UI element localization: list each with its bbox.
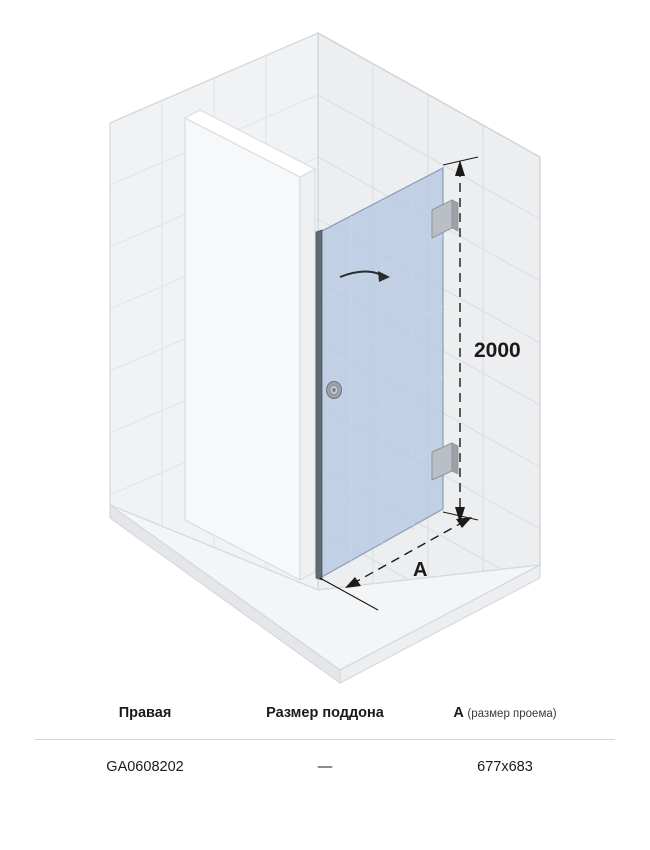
- header-opening-note: (размер проема): [467, 708, 557, 720]
- header-opening-letter: A: [453, 705, 464, 721]
- cell-article-code: GA0608202: [106, 759, 184, 775]
- table-header-row: [55, 705, 595, 739]
- side-partition: [185, 118, 300, 580]
- header-opening: [415, 705, 595, 721]
- cell-tray-size: —: [317, 759, 333, 775]
- table-row: [55, 740, 595, 775]
- specification-table: [0, 705, 650, 775]
- height-dimension-label: 2000: [474, 339, 521, 362]
- cell-opening-size: 677x683: [477, 759, 533, 775]
- header-hinge-side: Правая: [118, 705, 172, 721]
- width-dimension-label: A: [413, 559, 428, 581]
- door-knob: [327, 382, 342, 399]
- door-pivot-profile: [316, 230, 322, 580]
- glass-door: [320, 168, 443, 578]
- header-tray-size: Размер поддона: [266, 705, 384, 721]
